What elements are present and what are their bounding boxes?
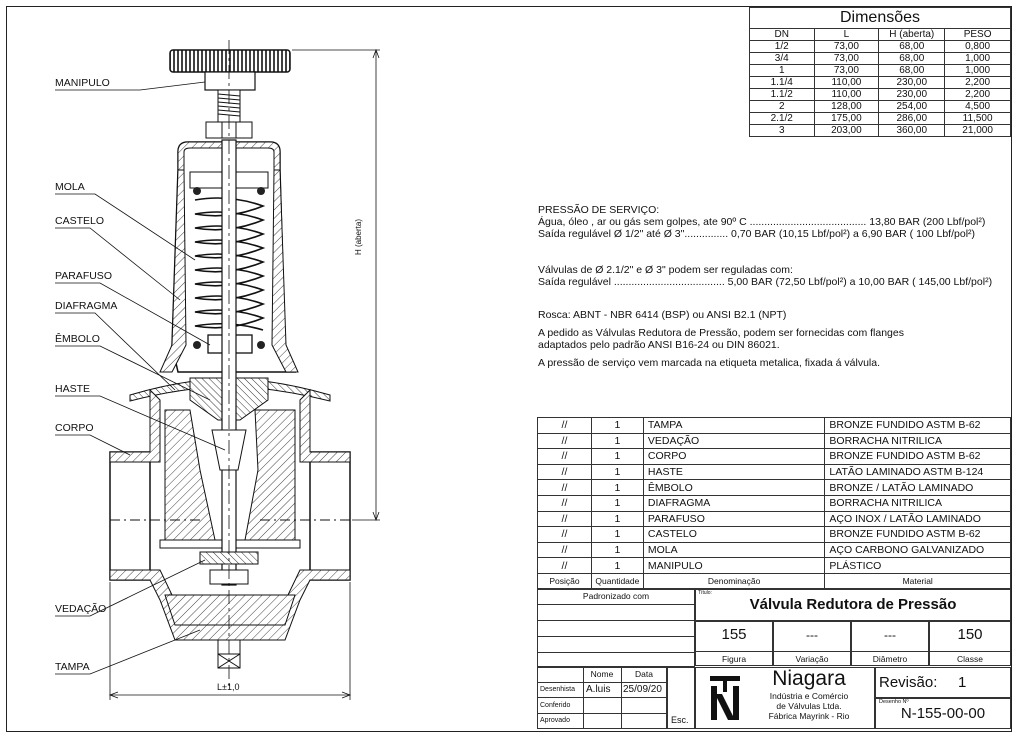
cell: BRONZE FUNDIDO ASTM B-62 bbox=[825, 527, 1011, 543]
cell: BRONZE FUNDIDO ASTM B-62 bbox=[825, 418, 1011, 434]
desenhista-name: A.luis bbox=[586, 684, 611, 695]
table-row bbox=[538, 418, 1011, 434]
cell: 203,00 bbox=[814, 125, 879, 137]
desenhista-date: 25/09/20 bbox=[623, 684, 662, 695]
parts-header-row bbox=[538, 573, 1011, 588]
cell: 1 bbox=[591, 433, 643, 449]
label-corpo: CORPO bbox=[55, 422, 94, 434]
table-row bbox=[538, 464, 1011, 480]
variacao-value: --- bbox=[806, 628, 818, 642]
cell: 2,200 bbox=[945, 77, 1011, 89]
cell: 286,00 bbox=[879, 113, 945, 125]
desenhista-label: Desenhista bbox=[540, 686, 576, 693]
table-row bbox=[538, 527, 1011, 543]
drawing-number-label: Desenho Nº bbox=[879, 699, 909, 705]
table-row bbox=[538, 480, 1011, 496]
cell: 1 bbox=[591, 511, 643, 527]
cell: 254,00 bbox=[879, 101, 945, 113]
table-row bbox=[750, 89, 1011, 101]
cell: 1 bbox=[591, 449, 643, 465]
cell: 1 bbox=[591, 527, 643, 543]
revision-value: 1 bbox=[958, 674, 967, 691]
cell: BRONZE FUNDIDO ASTM B-62 bbox=[825, 449, 1011, 465]
diametro-label: Diâmetro bbox=[872, 654, 908, 664]
table-row bbox=[538, 449, 1011, 465]
cell: PARAFUSO bbox=[643, 511, 825, 527]
cell: 110,00 bbox=[814, 89, 879, 101]
cell: 1 bbox=[591, 495, 643, 511]
cell: MOLA bbox=[643, 542, 825, 558]
cell: 68,00 bbox=[879, 41, 945, 53]
table-row bbox=[538, 433, 1011, 449]
cell: 2.1/2 bbox=[750, 113, 815, 125]
drawing-number-value: N-155-00-00 bbox=[900, 705, 986, 722]
header-quantidade: Quantidade bbox=[591, 573, 643, 588]
diametro-value: --- bbox=[884, 628, 896, 642]
handwheel-part bbox=[170, 50, 290, 138]
company-line2: de Válvulas Ltda. bbox=[776, 701, 842, 711]
dim-header-l: L bbox=[814, 29, 879, 41]
cell: MANIPULO bbox=[643, 558, 825, 574]
header-posicao: Posição bbox=[538, 573, 592, 588]
cell: 21,000 bbox=[945, 125, 1011, 137]
nome-label: Nome bbox=[590, 669, 614, 679]
cell: BORRACHA NITRILICA bbox=[825, 433, 1011, 449]
service-pressure-line1: Água, óleo , ar ou gás sem golpes, ate 90º C ........................................ 13,80 BAR (200 Lbf/pol²) bbox=[538, 216, 986, 228]
cell: AÇO INOX / LATÃO LAMINADO bbox=[825, 511, 1011, 527]
dimensions-title: Dimensões bbox=[750, 8, 1011, 29]
cell: 1 bbox=[591, 480, 643, 496]
company-line3: Fábrica Mayrink - Rio bbox=[768, 711, 850, 721]
cell: 1 bbox=[750, 65, 815, 77]
cell: 68,00 bbox=[879, 53, 945, 65]
dim-header-dn: DN bbox=[750, 29, 815, 41]
label-embolo: ÊMBOLO bbox=[55, 333, 100, 345]
thread-note: Rosca: ABNT - NBR 6414 (BSP) ou ANSI B2.1 (NPT) bbox=[538, 309, 787, 321]
figura-value: 155 bbox=[721, 626, 747, 643]
cell: // bbox=[538, 495, 592, 511]
title-label: Título: bbox=[698, 590, 712, 596]
aprovado-label: Aprovado bbox=[540, 717, 570, 724]
cell: 73,00 bbox=[814, 65, 879, 77]
cell: // bbox=[538, 480, 592, 496]
cell: 68,00 bbox=[879, 65, 945, 77]
niagara-logo-icon bbox=[707, 672, 743, 724]
cell: 1 bbox=[591, 558, 643, 574]
label-diafragma: DIAFRAGMA bbox=[55, 300, 118, 312]
label-manipulo: MANIPULO bbox=[55, 77, 110, 89]
cell: // bbox=[538, 542, 592, 558]
table-row bbox=[750, 41, 1011, 53]
cell: CASTELO bbox=[643, 527, 825, 543]
cell: // bbox=[538, 433, 592, 449]
cell: 2 bbox=[750, 101, 815, 113]
conferido-label: Conferido bbox=[540, 702, 571, 709]
cell: // bbox=[538, 464, 592, 480]
cell: BORRACHA NITRILICA bbox=[825, 495, 1011, 511]
l-dimension-label: L±1,0 bbox=[217, 682, 240, 692]
cell: 3/4 bbox=[750, 53, 815, 65]
cell: // bbox=[538, 418, 592, 434]
cell: 1 bbox=[591, 542, 643, 558]
dim-header-peso: PESO bbox=[945, 29, 1011, 41]
flanges-note-line2: adaptados pelo padrão ANSI B16-24 ou DIN 86021. bbox=[538, 339, 780, 351]
label-castelo: CASTELO bbox=[55, 215, 105, 227]
label-haste: HASTE bbox=[55, 383, 91, 395]
cell: PLÁSTICO bbox=[825, 558, 1011, 574]
cell: LATÃO LAMINADO ASTM B-124 bbox=[825, 464, 1011, 480]
service-pressure-line2: Saída regulável Ø 1/2" até Ø 3"............... 0,70 BAR (10,15 Lbf/pol²) a 6,90 BAR ( 100 Lbf/pol²) bbox=[538, 228, 976, 240]
classe-value: 150 bbox=[957, 626, 983, 643]
parts-list-table bbox=[537, 417, 1011, 589]
cell: 4,500 bbox=[945, 101, 1011, 113]
cell: 230,00 bbox=[879, 77, 945, 89]
label-mola: MOLA bbox=[55, 181, 85, 193]
valves-note-line2: Saída regulável ...................................... 5,00 BAR (72,50 Lbf/pol²) a 10,00 BAR ( 145,00 Lbf/pol²) bbox=[538, 276, 993, 288]
cell: 1/2 bbox=[750, 41, 815, 53]
table-row bbox=[538, 542, 1011, 558]
h-dimension-label: H (aberta) bbox=[354, 218, 363, 255]
label-tampa: TAMPA bbox=[55, 661, 90, 673]
cell: VEDAÇÃO bbox=[643, 433, 825, 449]
esc-label: Esc. bbox=[671, 715, 689, 725]
cell: 1,000 bbox=[945, 65, 1011, 77]
table-row bbox=[750, 65, 1011, 77]
cell: CORPO bbox=[643, 449, 825, 465]
label-vedacao: VEDAÇÃO bbox=[55, 603, 107, 615]
header-material: Material bbox=[825, 573, 1011, 588]
revision-label: Revisão: bbox=[879, 674, 938, 691]
table-row bbox=[538, 511, 1011, 527]
cell: 1.1/4 bbox=[750, 77, 815, 89]
classe-label: Classe bbox=[957, 654, 983, 664]
data-label: Data bbox=[635, 669, 653, 679]
dim-header-h: H (aberta) bbox=[879, 29, 945, 41]
cell: 3 bbox=[750, 125, 815, 137]
cell: BRONZE / LATÃO LAMINADO bbox=[825, 480, 1011, 496]
cell: 73,00 bbox=[814, 53, 879, 65]
cell: 230,00 bbox=[879, 89, 945, 101]
drawing-title: Válvula Redutora de Pressão bbox=[749, 596, 957, 613]
table-row bbox=[750, 125, 1011, 137]
service-pressure-title: PRESSÃO DE SERVIÇO: bbox=[538, 204, 660, 216]
variacao-label: Variação bbox=[795, 654, 829, 664]
header-denominacao: Denominação bbox=[643, 573, 825, 588]
cell: 1,000 bbox=[945, 53, 1011, 65]
cell: 360,00 bbox=[879, 125, 945, 137]
cell: HASTE bbox=[643, 464, 825, 480]
cell: 73,00 bbox=[814, 41, 879, 53]
table-row bbox=[750, 113, 1011, 125]
cell: TAMPA bbox=[643, 418, 825, 434]
table-row bbox=[750, 101, 1011, 113]
cell: 110,00 bbox=[814, 77, 879, 89]
label-note: A pressão de serviço vem marcada na etiqueta metalica, fixada á válvula. bbox=[538, 357, 881, 369]
cell: 1.1/2 bbox=[750, 89, 815, 101]
cell: 175,00 bbox=[814, 113, 879, 125]
cell: // bbox=[538, 449, 592, 465]
figura-label: Figura bbox=[721, 654, 747, 664]
table-row bbox=[750, 77, 1011, 89]
cell: // bbox=[538, 511, 592, 527]
table-row bbox=[750, 53, 1011, 65]
cell: // bbox=[538, 527, 592, 543]
cell: 1 bbox=[591, 418, 643, 434]
table-row bbox=[538, 495, 1011, 511]
cell: 128,00 bbox=[814, 101, 879, 113]
cell: 2,200 bbox=[945, 89, 1011, 101]
table-row bbox=[538, 558, 1011, 574]
label-parafuso: PARAFUSO bbox=[55, 270, 112, 282]
standard-label: Padronizado com bbox=[582, 591, 650, 601]
cell: // bbox=[538, 558, 592, 574]
cell: 1 bbox=[591, 464, 643, 480]
cell: AÇO CARBONO GALVANIZADO bbox=[825, 542, 1011, 558]
cell: ÊMBOLO bbox=[643, 480, 825, 496]
flanges-note-line1: A pedido as Válvulas Redutora de Pressão, podem ser fornecidas com flanges bbox=[538, 327, 904, 339]
cell: 11,500 bbox=[945, 113, 1011, 125]
company-name: Niagara bbox=[772, 667, 846, 690]
cell: 0,800 bbox=[945, 41, 1011, 53]
valves-note-line1: Válvulas de Ø 2.1/2" e Ø 3" podem ser reguladas com: bbox=[538, 264, 793, 276]
dimensions-table bbox=[749, 7, 1011, 137]
company-line1: Indústria e Comércio bbox=[769, 691, 849, 701]
cell: DIAFRAGMA bbox=[643, 495, 825, 511]
